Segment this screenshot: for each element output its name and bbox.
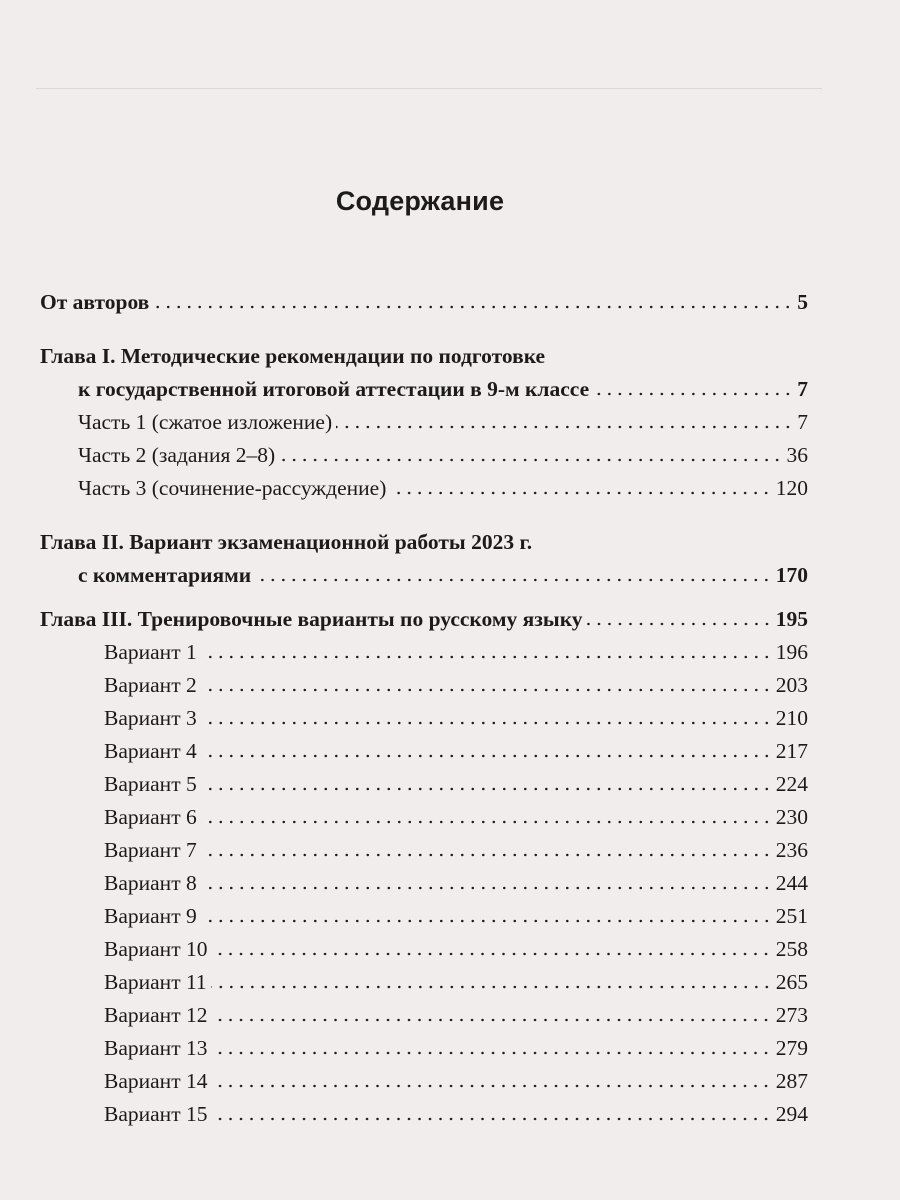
toc-entry-text: Глава II. Вариант экзаменационной работы 2023 г. bbox=[40, 530, 533, 554]
toc-entry-page: 210 bbox=[775, 706, 808, 730]
toc-entry-page: 196 bbox=[775, 640, 808, 664]
toc-entry-chapter-1 bbox=[40, 344, 808, 377]
toc-entry-variant bbox=[40, 904, 808, 937]
toc-entry-variant bbox=[40, 1069, 808, 1102]
table-of-contents bbox=[40, 290, 808, 1135]
dot-leader bbox=[336, 425, 793, 429]
toc-entry-text: Вариант 5 bbox=[104, 772, 197, 796]
toc-entry-text: Вариант 11 bbox=[104, 970, 207, 994]
toc-entry-part-3 bbox=[40, 476, 808, 509]
toc-entry-page: 273 bbox=[775, 1003, 808, 1027]
toc-entry-page: 7 bbox=[797, 377, 808, 401]
toc-entry-text: Вариант 12 bbox=[104, 1003, 208, 1027]
toc-entry-page: 258 bbox=[775, 937, 808, 961]
toc-entry-text: Вариант 7 bbox=[104, 838, 197, 862]
toc-entry-page: 287 bbox=[775, 1069, 808, 1093]
dot-leader bbox=[201, 655, 772, 659]
toc-entry-variant bbox=[40, 706, 808, 739]
toc-entry-text: с комментариями bbox=[78, 563, 252, 587]
toc-entry-text: Вариант 14 bbox=[104, 1069, 208, 1093]
toc-entry-variant bbox=[40, 673, 808, 706]
dot-leader bbox=[255, 578, 772, 582]
toc-entry-text: Вариант 9 bbox=[104, 904, 197, 928]
toc-entry-page: 7 bbox=[797, 410, 808, 434]
toc-entry-text: Часть 1 (сжатое изложение) bbox=[78, 410, 333, 434]
toc-entry-variant bbox=[40, 739, 808, 772]
toc-entry-text: Вариант 15 bbox=[104, 1102, 208, 1126]
dot-leader bbox=[211, 1018, 771, 1022]
toc-entry-variant bbox=[40, 838, 808, 871]
toc-entry-variant bbox=[40, 970, 808, 1003]
dot-leader bbox=[201, 853, 772, 857]
toc-entry-chapter-2-cont bbox=[40, 563, 808, 596]
toc-entry-page: 217 bbox=[775, 739, 808, 763]
toc-entry-variant bbox=[40, 937, 808, 970]
dot-leader bbox=[201, 820, 772, 824]
toc-entry-text: Вариант 8 bbox=[104, 871, 197, 895]
toc-entry-page: 5 bbox=[797, 290, 808, 314]
dot-leader bbox=[201, 688, 772, 692]
dot-leader bbox=[201, 919, 772, 923]
toc-entry-page: 224 bbox=[775, 772, 808, 796]
toc-entry-text: Вариант 2 bbox=[104, 673, 197, 697]
toc-entry-text: Вариант 4 bbox=[104, 739, 197, 763]
toc-entry-part-2 bbox=[40, 443, 808, 476]
toc-entry-text: Вариант 13 bbox=[104, 1036, 208, 1060]
toc-entry-page: 203 bbox=[775, 673, 808, 697]
toc-entry-variant bbox=[40, 772, 808, 805]
toc-entry-page: 251 bbox=[775, 904, 808, 928]
toc-entry-variant bbox=[40, 1102, 808, 1135]
toc-entry-text: Вариант 1 bbox=[104, 640, 197, 664]
toc-entry-text: Часть 2 (задания 2–8) bbox=[78, 443, 276, 467]
toc-entry-chapter-3 bbox=[40, 607, 808, 640]
toc-entry-page: 265 bbox=[775, 970, 808, 994]
toc-entry-variant bbox=[40, 1036, 808, 1069]
dot-leader bbox=[201, 787, 772, 791]
toc-entry-page: 230 bbox=[775, 805, 808, 829]
toc-entry-page: 195 bbox=[775, 607, 808, 631]
dot-leader bbox=[211, 1117, 771, 1121]
toc-entry-variant bbox=[40, 640, 808, 673]
dot-leader bbox=[201, 721, 772, 725]
dot-leader bbox=[211, 1051, 771, 1055]
variant-list bbox=[40, 640, 808, 1135]
toc-entry-page: 244 bbox=[775, 871, 808, 895]
toc-entry-text: Глава III. Тренировочные варианты по русскому языку bbox=[40, 607, 583, 631]
toc-entry-authors bbox=[40, 290, 808, 323]
toc-entry-text: Часть 3 (сочинение-рассуждение) bbox=[78, 476, 387, 500]
toc-entry-text: От авторов bbox=[40, 290, 150, 314]
dot-leader bbox=[153, 305, 793, 309]
toc-entry-page: 279 bbox=[775, 1036, 808, 1060]
dot-leader bbox=[201, 754, 772, 758]
toc-entry-part-1 bbox=[40, 410, 808, 443]
toc-entry-chapter-1-cont bbox=[40, 377, 808, 410]
toc-entry-text: Вариант 10 bbox=[104, 937, 208, 961]
dot-leader bbox=[390, 491, 771, 495]
toc-entry-page: 170 bbox=[775, 563, 808, 587]
dot-leader bbox=[279, 458, 782, 462]
toc-entry-variant bbox=[40, 1003, 808, 1036]
toc-entry-chapter-2 bbox=[40, 530, 808, 563]
page-title: Содержание bbox=[335, 186, 505, 216]
toc-entry-page: 120 bbox=[775, 476, 808, 500]
toc-entry-variant bbox=[40, 805, 808, 838]
dot-leader bbox=[587, 622, 772, 626]
toc-entry-page: 236 bbox=[775, 838, 808, 862]
toc-entry-text: к государственной итоговой аттестации в 9-м классе bbox=[78, 377, 590, 401]
dot-leader bbox=[211, 952, 771, 956]
dot-leader bbox=[201, 886, 772, 890]
toc-entry-page: 36 bbox=[786, 443, 808, 467]
toc-entry-text: Вариант 6 bbox=[104, 805, 197, 829]
toc-entry-variant bbox=[40, 871, 808, 904]
toc-entry-text: Вариант 3 bbox=[104, 706, 197, 730]
toc-entry-page: 294 bbox=[775, 1102, 808, 1126]
dot-leader bbox=[593, 392, 793, 396]
dot-leader bbox=[211, 1084, 771, 1088]
bleed-through-rule bbox=[36, 88, 822, 89]
dot-leader bbox=[211, 985, 772, 989]
toc-entry-text: Глава I. Методические рекомендации по подготовке bbox=[40, 344, 546, 368]
